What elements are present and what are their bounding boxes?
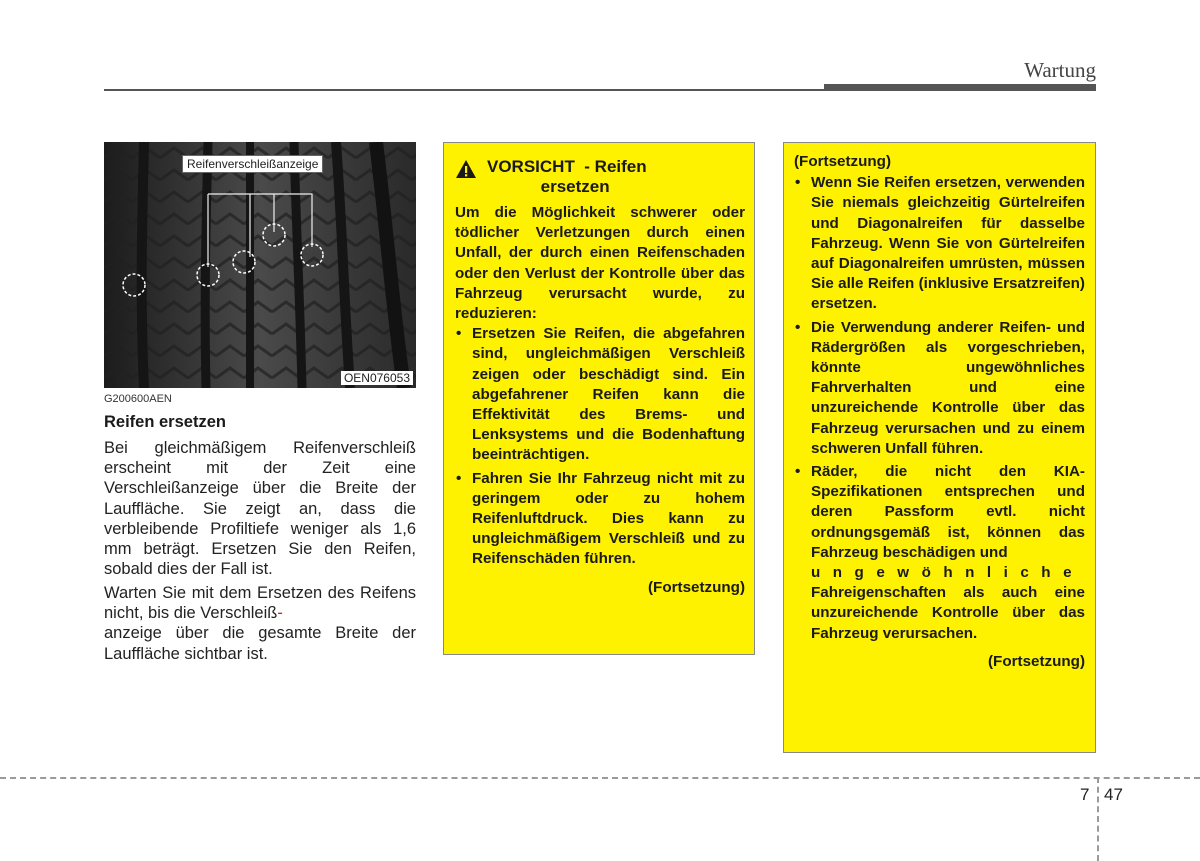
body-paragraph-1: Bei gleichmäßigem Reifenverschleiß erscheint mit der Zeit eine Verschleißanzeige über die Breite der Lauffläche. Sie zeigt an, dass die verbleibende Profiltiefe weniger als 1,6 mm beträgt. Ersetzen Sie den Reifen, sobald dies der Fall ist. [104, 439, 416, 579]
continued-label: (Fortsetzung) [647, 578, 745, 596]
caution-bullet: • Ersetzen Sie Reifen, die abgefahren sind, ungleichmäßigen Verschleiß zeigen oder beschädigt sind. Ein abgefahrener Reifen kann die Effektivität des Brems- und Lenksystems und die Bodenhaftung beeinträchtigen. [455, 324, 745, 465]
caution-intro: Um die Möglichkeit schwerer oder tödlicher Verletzungen durch einen Unfall, der durch einen Reifenschaden oder den Verlust der Kontrolle über das Fahrzeug verursacht wurde, zu reduzieren: [455, 204, 745, 323]
header-accent-bar [824, 84, 1096, 91]
caution-heading-line2: ersetzen [540, 177, 610, 196]
wear-indicator-label: Reifenverschleißanzeige [182, 155, 323, 173]
continuation-bullet-list [794, 173, 1085, 644]
tire-tread-illustration [104, 142, 416, 388]
caution-box [443, 142, 755, 655]
figure-reference-code: G200600AEN [104, 393, 172, 405]
caution-heading-row [455, 157, 745, 197]
tire-tread-figure [104, 142, 416, 388]
continuation-bullet [794, 462, 1085, 644]
bullet3-part-b: Fahreigenschaften als auch eine unzureichende Kontrolle über das Fahrzeug verursachen. [811, 584, 1085, 642]
bullet3-spread-word: ungewöhnliche [811, 564, 1085, 582]
caution-bullet: • Fahren Sie Ihr Fahrzeug nicht mit zu geringem oder zu hohem Reifenluftdruck. Dies kann zu ungleichmäßigem Verschleiß und zu Reifenschäden führen. [455, 469, 745, 570]
image-code: OEN076053 [341, 371, 413, 385]
footer-dashed-divider [1097, 777, 1099, 861]
caution-heading [487, 157, 647, 197]
continuation-bullet: • Wenn Sie Reifen ersetzen, verwenden Sie niemals gleichzeitig Gürtelreifen und Diagonalreifen für dasselbe Fahrzeug. Wenn Sie von Gürtelreifen auf Diagonalreifen umrüsten, müssen Sie alle Reifen (inklusive Ersatzreifen) ersetzen. [794, 173, 1085, 314]
bullet3-part-a: Räder, die nicht den KIA-Spezifikationen entsprechen und deren Passform evtl. nicht ordnungsgemäß ist, können das Fahrzeug beschädigen und [811, 463, 1085, 561]
footer-dashed-rule [0, 777, 1200, 779]
continued-label: (Fortsetzung) [987, 652, 1085, 670]
continued-top-label: (Fortsetzung) [794, 153, 892, 170]
caution-bullet-list [455, 324, 745, 569]
para2-part-b: anzeige über die gesamte Breite der Lauffläche sichtbar ist. [104, 624, 416, 663]
section-title: Wartung [1024, 58, 1096, 82]
continuation-bullet: • Die Verwendung anderer Reifen- und Rädergrößen als vorgeschrieben, könnte ungewöhnliches Fahrverhalten und eine unzureichende Kontrolle über das Fahrzeug verursachen und zu einem schweren Unfall führen. [794, 318, 1085, 459]
hyphen-mark: - [277, 604, 283, 623]
section-heading: Reifen ersetzen [104, 413, 226, 431]
continuation-box [783, 142, 1096, 753]
body-paragraph-2 [104, 583, 416, 664]
caution-heading-line1: VORSICHT - Reifen [487, 157, 647, 176]
chapter-number: 7 [1080, 785, 1090, 804]
warning-triangle-icon [455, 159, 477, 179]
page-number: 47 [1104, 785, 1123, 804]
para2-part-a: Warten Sie mit dem Ersetzen des Reifens nicht, bis die Verschleiß [104, 584, 416, 623]
